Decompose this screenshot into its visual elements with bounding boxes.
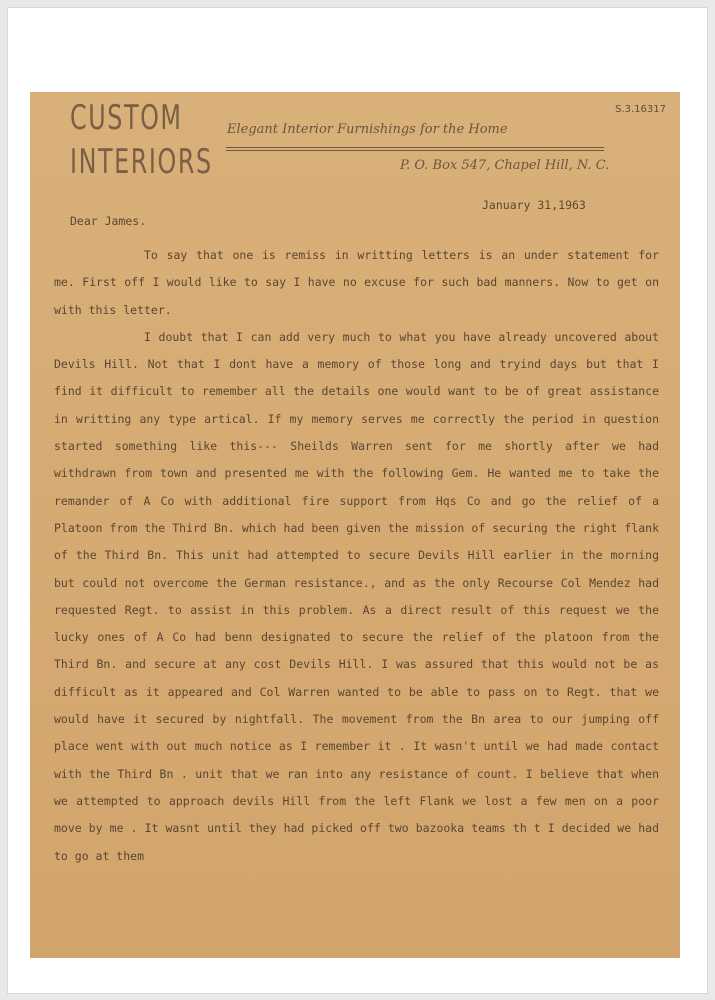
paragraph-1: To say that one is remiss in writting letters is an under statement for me. First off I would like to say I have no excuse for such bad manners. Now to get on with this letter. [54, 248, 659, 317]
logo-line-interiors: INTERIORS [70, 142, 213, 182]
logo-line-custom: CUSTOM [70, 98, 183, 138]
letterhead-address: P. O. Box 547, Chapel Hill, N. C. [400, 158, 610, 173]
salutation: Dear James. [70, 214, 147, 228]
letter-page [30, 92, 680, 958]
letterhead-rule-secondary [226, 150, 604, 151]
scan-frame [8, 8, 707, 993]
letterhead-tagline: Elegant Interior Furnishings for the Home [227, 122, 508, 137]
letter-body [54, 242, 659, 870]
letterhead-logo [70, 96, 213, 184]
letter-date: January 31,1963 [482, 198, 586, 212]
letterhead-rule [226, 147, 604, 148]
paragraph-2: I doubt that I can add very much to what you have already uncovered about Devils Hill. Not that I dont have a memory of those long and tryind days but that I find it difficult to remember all the details one would want to be of great assistance in writting any type artical. If my memory serves me correctly the period in question started something like this--- Sheilds Warren sent for me shortly after we had withdrawn from town and presented me with the following Gem. He wanted me to take the remander of A Co with additional fire support from Hqs Co and go the relief of a Platoon from the Third Bn. which had been given the mission of securing the right flank of the Third Bn. This unit had attempted to secure Devils Hill earlier in the morning but could not overcome the German resistance., and as the only Recourse Col Mendez had requested Regt. to assist in this problem. As a direct result of this request we the lucky ones of A Co had benn designated to secure the relief of the platoon from the Third Bn. and secure at any cost Devils Hill. I was assured that this would not be as difficult as it appeared and Col Warren wanted to be able to pass on to Regt. that we would have it secured by nightfall. The movement from the Bn area to our jumping off place went with out much notice as I remember it . It wasn't until we had made contact with the Third Bn . unit that we ran into any resistance of count. I believe that when we attempted to approach devils Hill from the left Flank we lost a few men on a poor move by me . It wasnt until they had picked off two bazooka teams th t I decided we had to go at them [54, 329, 659, 863]
archive-number: S.3.16317 [615, 104, 666, 115]
